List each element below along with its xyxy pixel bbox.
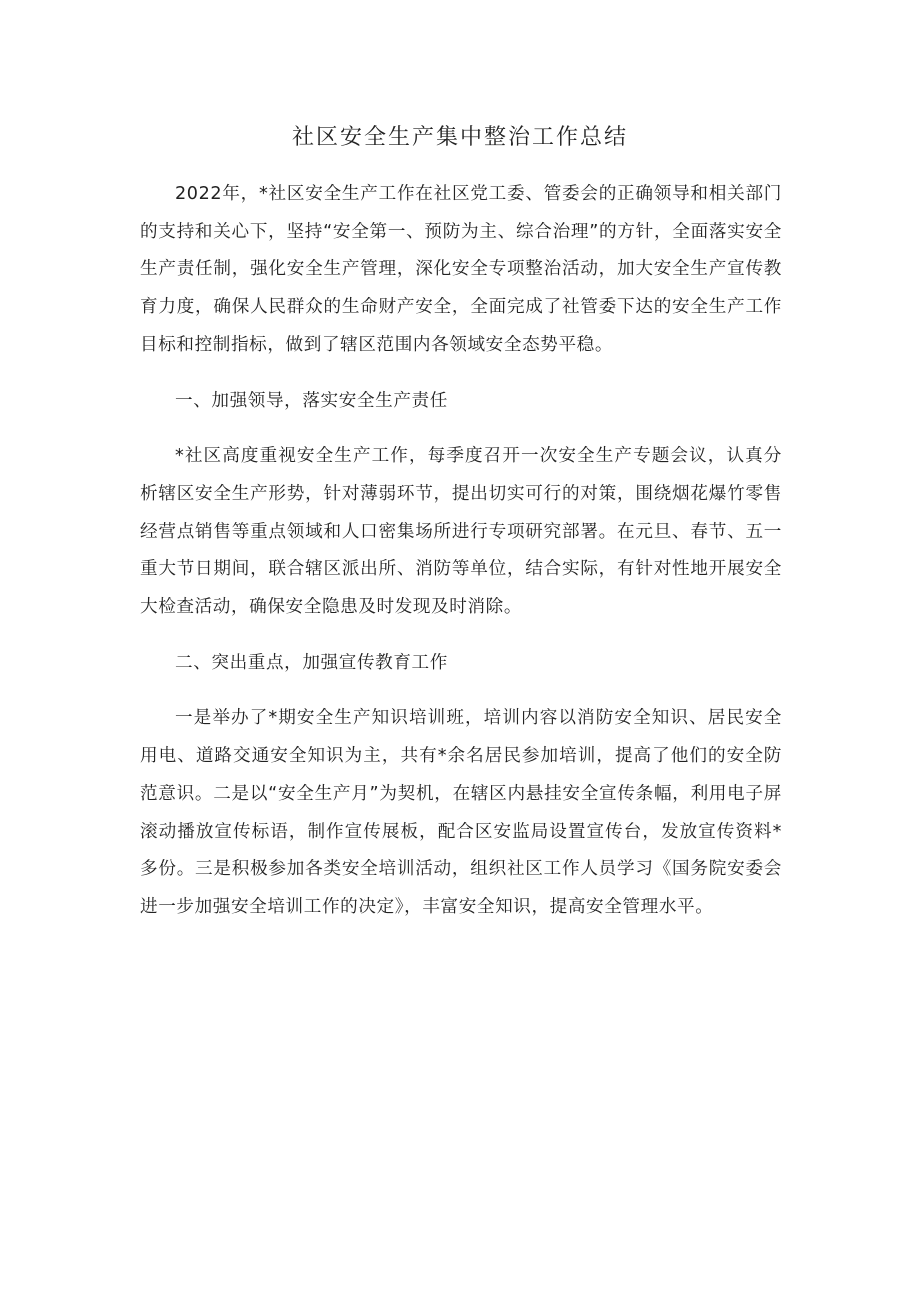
document-body (140, 176, 782, 927)
section-2-paragraph: 一是举办了*期安全生产知识培训班，培训内容以消防安全知识、居民安全用电、道路交通安全知识为主，共有*余名居民参加培训，提高了他们的安全防范意识。二是以“安全生产月”为契机，在辖区内悬挂安全宣传条幅，利用电子屏滚动播放宣传标语，制作宣传展板，配合区安监局设置宣传台，发放宣传资料*多份。三是积极参加各类安全培训活动，组织社区工作人员学习《国务院安委会进一步加强安全培训工作的决定》，丰富安全知识，提高安全管理水平。 (140, 708, 782, 917)
section-1-paragraph: *社区高度重视安全生产工作，每季度召开一次安全生产专题会议，认真分析辖区安全生产形势，针对薄弱环节，提出切实可行的对策，围绕烟花爆竹零售经营点销售等重点领域和人口密集场所进行专项研究部署。在元旦、春节、五一重大节日期间，联合辖区派出所、消防等单位，结合实际，有针对性地开展安全大检查活动，确保安全隐患及时发现及时消除。 (140, 446, 782, 618)
intro-paragraph: 2022年，*社区安全生产工作在社区党工委、管委会的正确领导和相关部门的支持和关心下，坚持“安全第一、预防为主、综合治理”的方针，全面落实安全生产责任制，强化安全生产管理，深化安全专项整治活动，加大安全生产宣传教育力度，确保人民群众的生命财产安全，全面完成了社管委下达的安全生产工作目标和控制指标，做到了辖区范围内各领域安全态势平稳。 (140, 184, 782, 355)
document-title: 社区安全生产集中整治工作总结 (291, 125, 628, 150)
section-heading-1: 一、加强领导，落实安全生产责任 (175, 390, 448, 411)
section-heading-2: 二、突出重点，加强宣传教育工作 (175, 652, 448, 673)
